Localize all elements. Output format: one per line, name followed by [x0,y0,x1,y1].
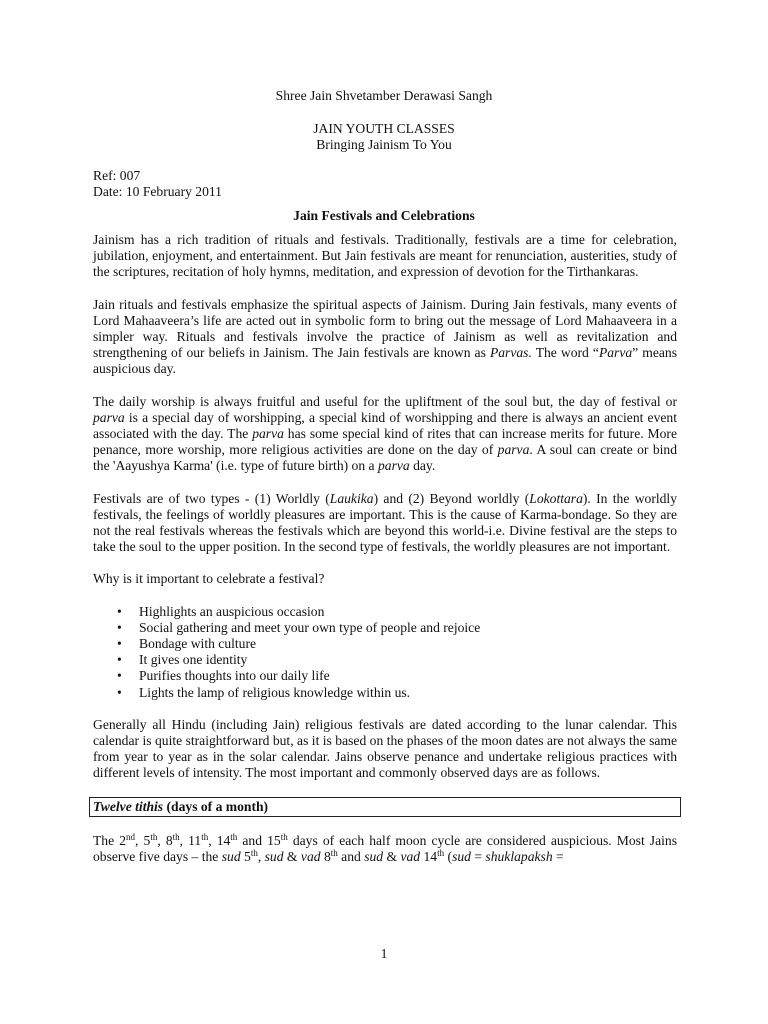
section-heading-twelve-tithis [89,797,681,817]
paragraph-auspicious-days [93,833,677,865]
italic-term: Parvas. [489,345,532,361]
italic-term: Lokottara [529,490,583,506]
ordinal-suffix: th [330,848,338,859]
italic-term: vad [400,849,421,865]
text-run: Festivals are of two types - (1) Worldly ( [93,490,330,506]
text-run: Jain rituals and festivals emphasize the spiritual aspects of Jainism. During Jain festivals, many events of Lord Mahaaveera’s life are acted out in symbolic form to bring out the message of Lord Mahaaveera in a simpler way. Rituals and festivals involve the practice of Jainism as well as revitalization and strengthening of our beliefs in Jainism. The Jain festivals are known as [93,296,677,361]
paragraph-intro: Jainism has a rich tradition of rituals and festivals. Traditionally, festivals are a time for celebration, jubilation, enjoyment, and entertainment. But Jain festivals are meant for renunciation, austerities, study of the scriptures, recitation of holy hymns, meditation, and expression of devotion for the Tirthankaras. [93,232,677,280]
text-run: , [257,849,265,865]
text-run: , 5 [135,832,151,848]
italic-term: vad [300,849,321,865]
list-item-text: It gives one identity [139,652,248,668]
text-run: The daily worship is always fruitful and useful for the upliftment of the soul but, the day of festival or [93,393,677,409]
ordinal-suffix: nd [126,831,136,842]
text-run: days of each half moon cycle are considered auspicious. Most Jains observe five days – the [93,832,677,865]
paragraph-lunar-calendar: Generally all Hindu (including Jain) religious festivals are dated according to the lunar calendar. This calendar is quite straightforward but, as it is based on the phases of the moon dates are not always the same from year to year as in the solar calendar. Jains observe penance and undertake religious practices with different levels of intensity. The most important and commonly observed days are as follows. [93,716,677,781]
text-run: & [383,849,401,865]
text-run: & [283,849,301,865]
tagline: Bringing Jainism To You [316,137,452,153]
italic-term: parva [377,458,410,474]
list-item [93,685,677,701]
paragraph-question: Why is it important to celebrate a festival? [93,571,325,587]
list-item [93,668,677,684]
text-run: 5 [240,849,251,865]
ordinal-suffix: th [230,831,238,842]
text-run: ( [444,849,453,865]
text-run: 8 [320,849,331,865]
bullet-icon: • [117,603,122,619]
italic-term: parva [497,442,530,458]
class-name: JAIN YOUTH CLASSES [313,121,455,136]
text-run: has some special kind of rites that can increase merits for future. More penance, more worship, more religious activities are done on the day of [93,426,677,458]
text-run: ” means auspicious day. [93,345,677,377]
ordinal-suffix: th [172,831,180,842]
text-run: , 8 [157,832,173,848]
reference-number: Ref: 007 [93,168,141,183]
italic-term: sud [364,849,384,865]
ordinal-suffix: th [201,831,209,842]
bullet-icon: • [117,636,122,652]
list-item [93,620,677,636]
bullet-icon: • [117,684,122,700]
text-run: , 14 [208,832,231,848]
text-run: = [470,849,486,865]
italic-term: shuklapaksh [485,849,553,865]
text-run: = [552,849,564,865]
text-run: ). In the worldly festivals, the feelings of worldly pleasures are important. This is the cause of Karma-bondage. So they are not the real festivals whereas the festivals which are beyond this world-i.e. Divine festival are the steps to take the soul to the upper position. In the second type of festivals, the worldly pleasures are not important. [93,490,677,555]
text-run: and [337,849,365,865]
italic-term: sud [221,849,241,865]
italic-term: Twelve tithis [93,798,164,814]
text-run: 14 [420,849,438,865]
text-run: is a special day of worshipping, a special kind of worshipping and there is always an ancient event associated with the day. The [93,409,677,442]
document-body [93,232,677,881]
text-run: ) and (2) Beyond worldly ( [373,490,530,506]
list-item-text: Highlights an auspicious occasion [139,603,325,619]
list-item-text: Social gathering and meet your own type of people and rejoice [139,619,481,635]
class-header [0,121,768,153]
organization-name: Shree Jain Shvetamber Derawasi Sangh [275,88,493,103]
bullet-list [93,604,677,701]
bullet-icon: • [117,652,122,668]
italic-term: Laukika [329,490,374,506]
list-item-text: Bondage with culture [139,636,257,652]
text-run: (days of a month) [163,798,269,814]
document-date: Date: 10 February 2011 [93,184,222,200]
italic-term: sud [264,849,284,865]
page-number: 1 [380,946,388,961]
text-run: . A soul can create or bind the 'Aayushya Karma' (i.e. type of future birth) on a [93,442,677,474]
italic-term: sud [452,849,471,865]
list-item [93,652,677,668]
document-meta [93,168,222,200]
text-run: The 2 [93,832,127,848]
document-title: Jain Festivals and Celebrations [293,208,475,223]
list-item-text: Purifies thoughts into our daily life [139,668,330,684]
bullet-icon: • [117,668,122,684]
paragraph-rituals [93,297,677,378]
bullet-icon: • [117,619,122,635]
italic-term: parva [93,409,125,425]
ordinal-suffix: th [150,831,158,842]
italic-term: Parva [598,345,633,361]
list-item [93,604,677,620]
ordinal-suffix: th [250,848,258,859]
text-run: and 15 [237,832,281,848]
ordinal-suffix: th [437,848,445,859]
text-run: , 11 [179,832,202,848]
ordinal-suffix: th [280,831,288,842]
text-run: The word “ [531,345,599,361]
paragraph-festival-types [93,491,677,556]
list-item [93,636,677,652]
italic-term: parva [252,426,284,442]
paragraph-daily-worship [93,394,677,475]
list-item-text: Lights the lamp of religious knowledge within us. [139,684,411,700]
text-run: day. [409,458,436,474]
